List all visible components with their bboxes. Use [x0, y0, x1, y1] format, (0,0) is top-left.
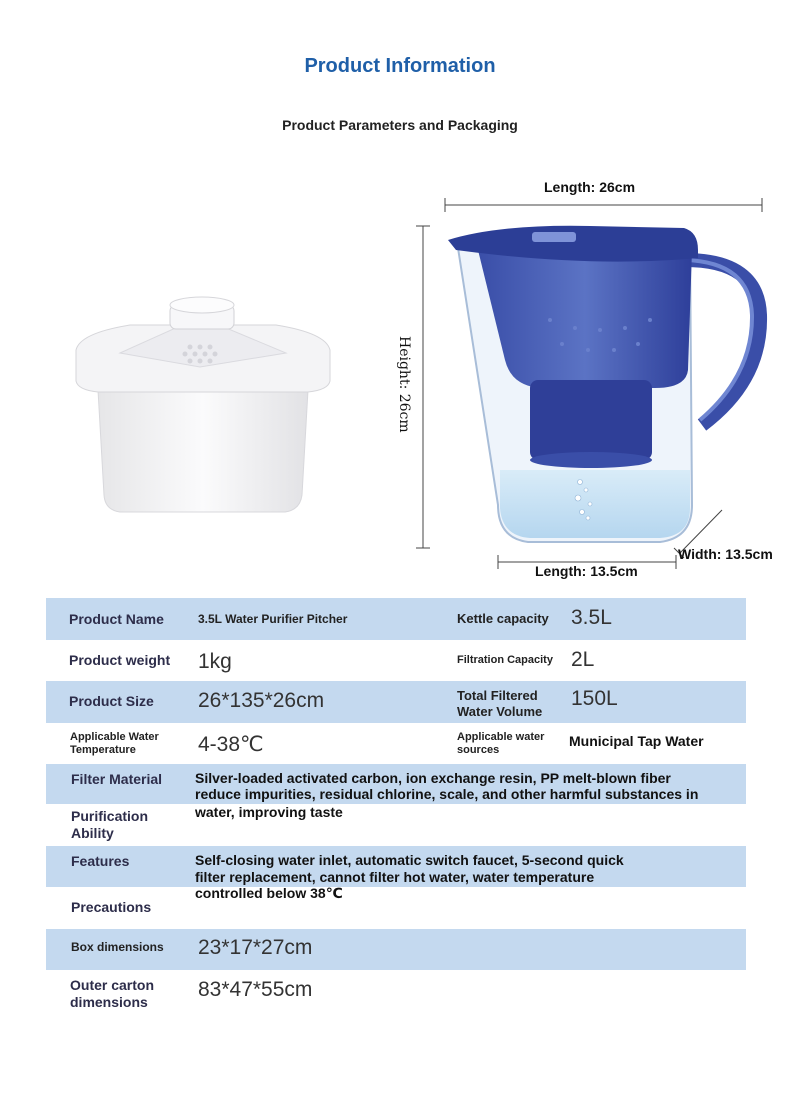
width-label: Width: 13.5cm: [678, 546, 773, 562]
filter-material-value: Silver-loaded activated carbon, ion exchange resin, PP melt-blown fiber: [195, 770, 671, 786]
filtration-capacity-label: Filtration Capacity: [457, 654, 553, 666]
water-sources-label-line2: sources: [457, 744, 500, 756]
purification-label-line1: Purification: [71, 808, 149, 824]
product-weight-label: Product weight: [69, 652, 171, 668]
table-row: [46, 640, 746, 682]
outer-carton-value: 83*47*55cm: [198, 978, 313, 1001]
outer-carton-label-line1: Outer carton: [70, 977, 155, 993]
water-sources-label: [457, 731, 544, 757]
page-title: Product Information: [304, 55, 496, 77]
box-dimensions-value: 23*17*27cm: [198, 936, 313, 959]
kettle-capacity-label: Kettle capacity: [457, 611, 549, 626]
box-dimensions-label: Box dimensions: [71, 940, 164, 954]
kettle-capacity-value: 3.5L: [571, 606, 612, 629]
water-sources-value: Municipal Tap Water: [569, 733, 704, 749]
outer-carton-label-line2: dimensions: [70, 994, 148, 1010]
features-value-line1: Self-closing water inlet, automatic switch faucet, 5-second quick: [195, 852, 624, 868]
bottom-length-label: Length: 13.5cm: [535, 563, 638, 579]
purification-label-line2: Ability: [71, 825, 114, 841]
features-value-line3: controlled below 38℃: [195, 885, 343, 901]
page-subtitle: Product Parameters and Packaging: [282, 117, 518, 133]
table-row: [46, 723, 746, 765]
features-label: Features: [71, 853, 130, 869]
outer-carton-label: [70, 977, 154, 1011]
height-label: Height: 26cm: [396, 336, 412, 433]
table-row: [46, 804, 746, 846]
table-row: [46, 970, 746, 1012]
purification-value-line2: water, improving taste: [195, 804, 343, 820]
total-filtered-label-line2: Water Volume: [457, 704, 543, 719]
table-row: [46, 681, 746, 723]
filtration-capacity-value: 2L: [571, 648, 595, 671]
table-row: [46, 887, 746, 929]
total-filtered-label: [457, 688, 542, 720]
water-sources-label-line1: Applicable water: [457, 731, 545, 743]
total-filtered-label-line1: Total Filtered: [457, 688, 538, 703]
product-size-value: 26*135*26cm: [198, 689, 325, 712]
top-length-label: Length: 26cm: [544, 179, 636, 195]
water-temp-label-line1: Applicable Water: [70, 731, 159, 743]
product-weight-value: 1kg: [198, 650, 232, 673]
total-filtered-value: 150L: [571, 687, 618, 710]
features-value-line2: filter replacement, cannot filter hot water, water temperature: [195, 869, 595, 885]
product-name-value: 3.5L Water Purifier Pitcher: [198, 612, 348, 626]
table-row: [46, 929, 746, 970]
filter-material-label: Filter Material: [71, 771, 163, 787]
product-size-label: Product Size: [69, 693, 154, 709]
water-temp-label-line2: Temperature: [70, 744, 136, 756]
purification-label: [71, 808, 148, 842]
product-name-label: Product Name: [69, 611, 164, 627]
water-temp-value: 4-38℃: [198, 733, 264, 756]
table-row: [46, 598, 746, 640]
precautions-label: Precautions: [71, 899, 152, 915]
water-pitcher-image: [440, 220, 770, 560]
purification-value-line1: reduce impurities, residual chlorine, scale, and other harmful substances in: [195, 786, 699, 802]
water-temp-label: [70, 731, 159, 757]
table-row: [46, 846, 746, 887]
